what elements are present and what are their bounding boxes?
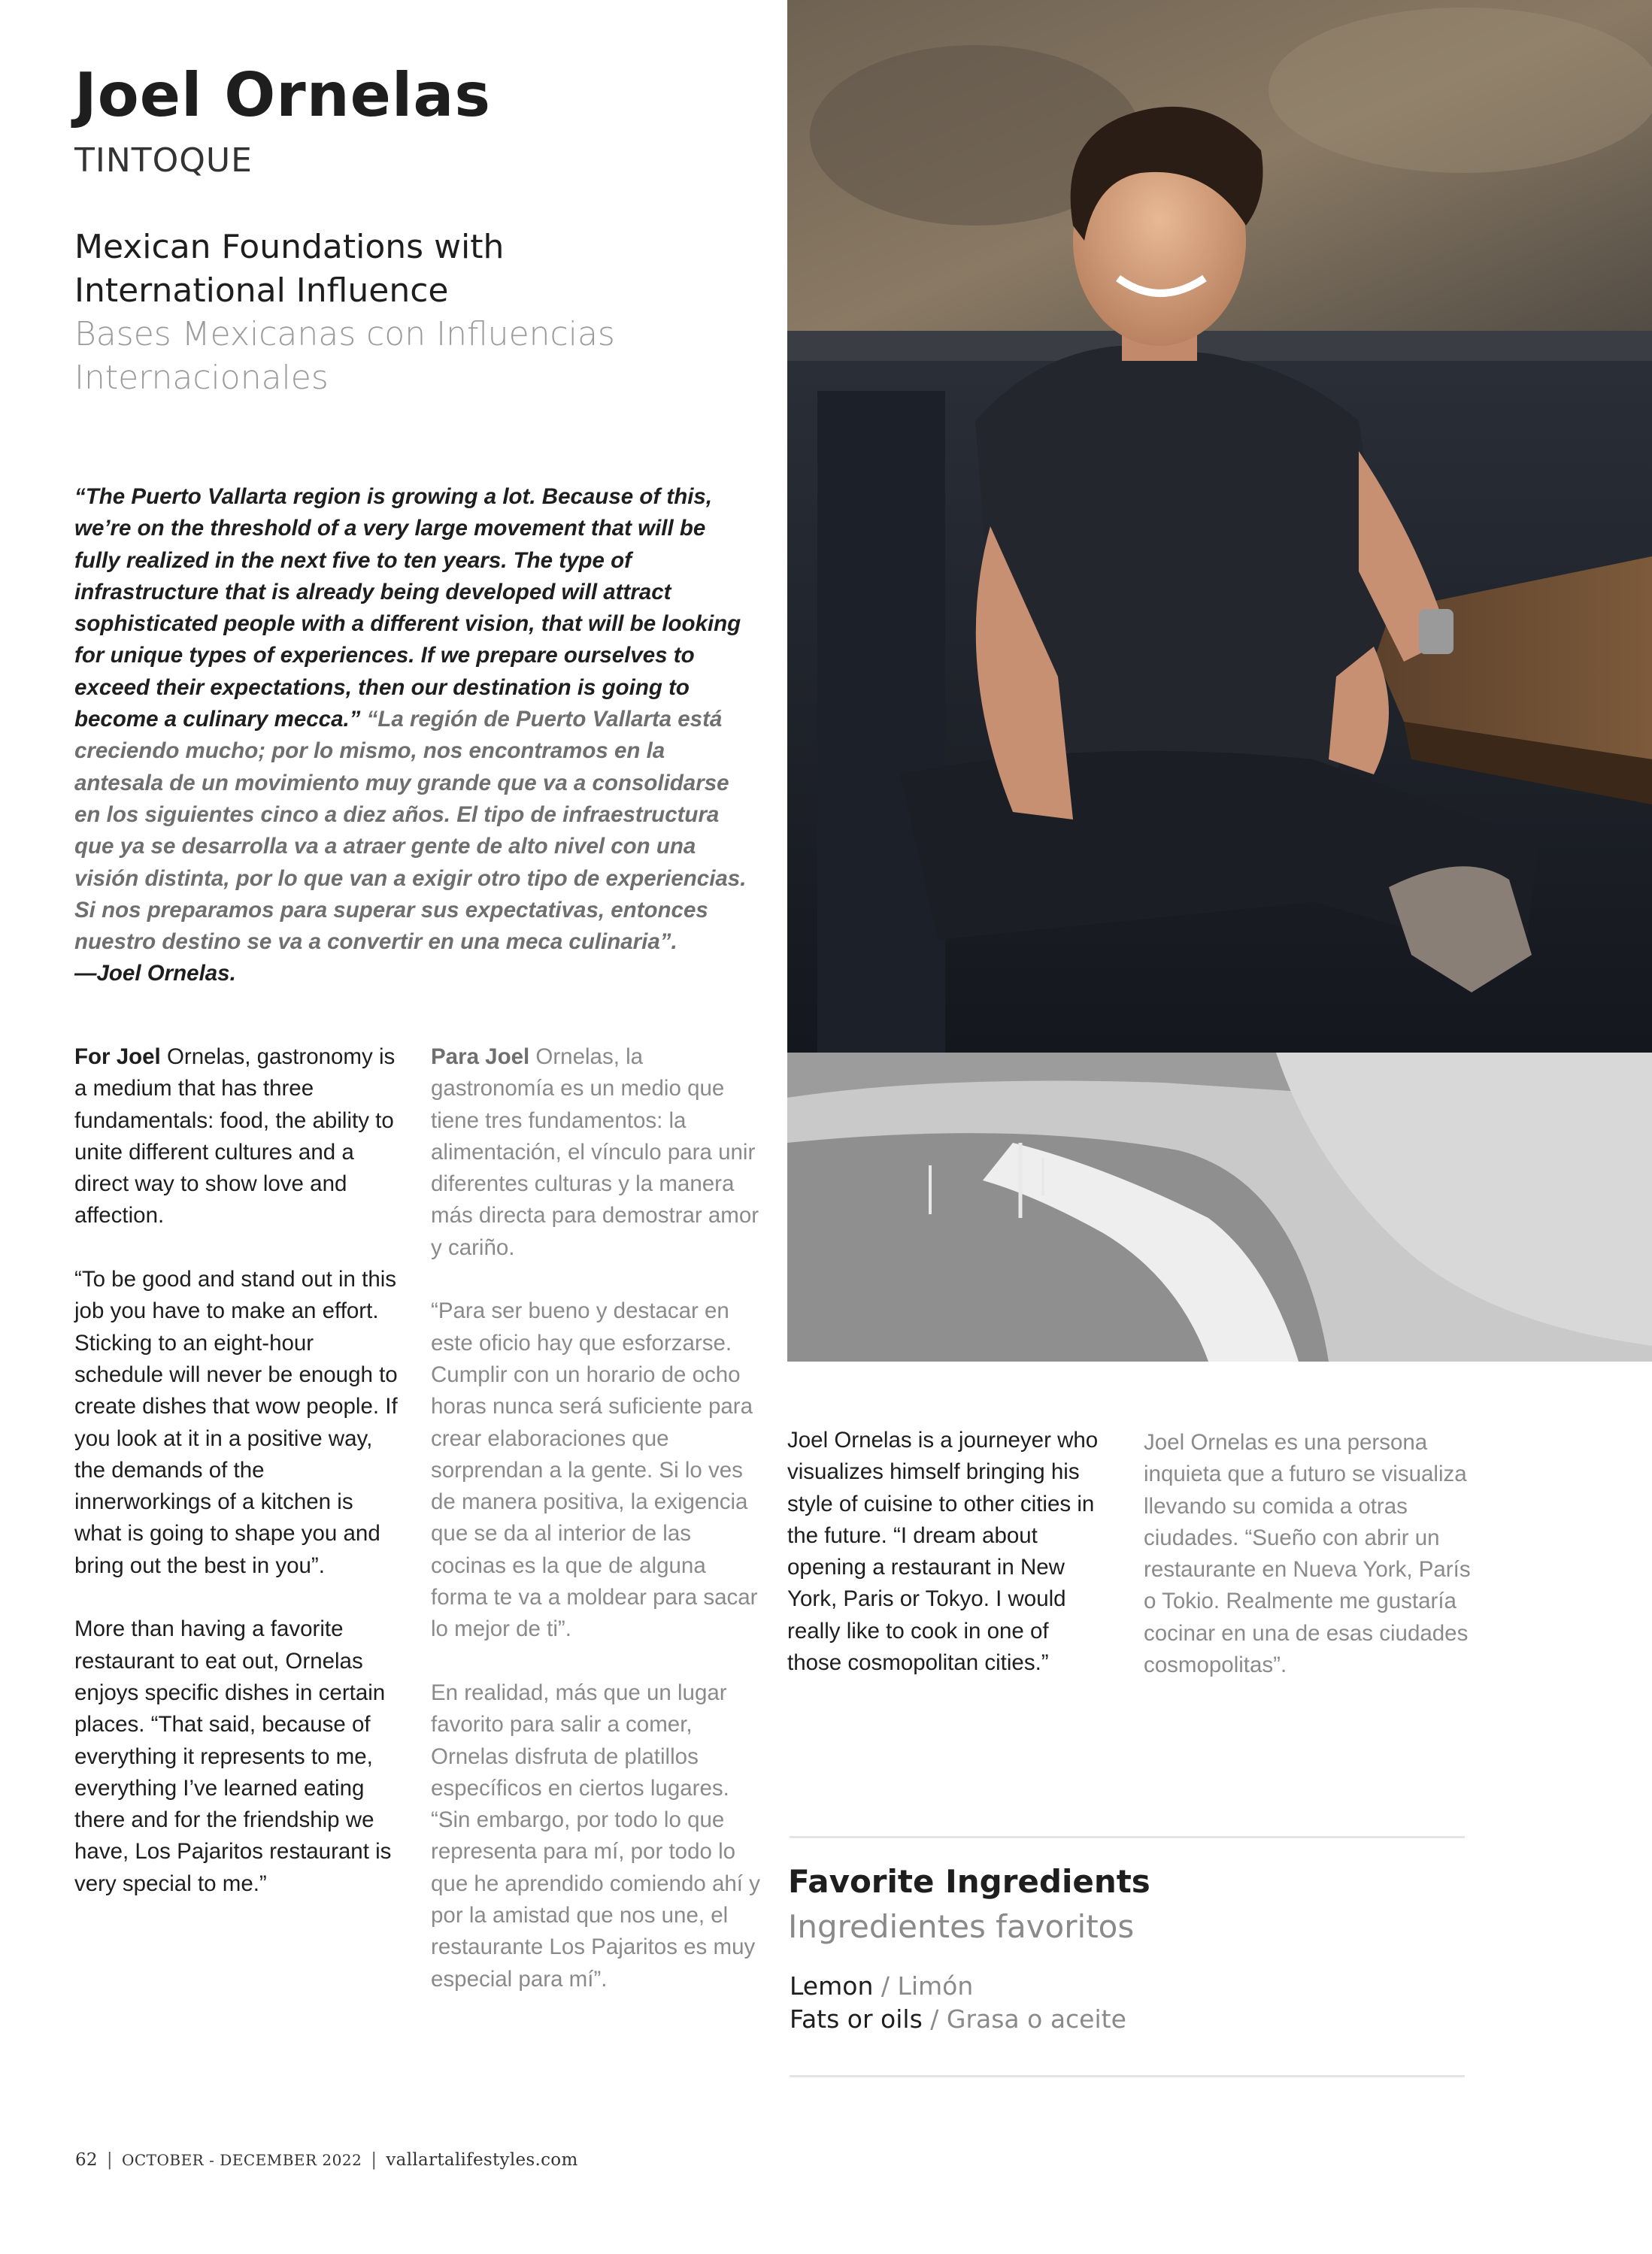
paragraph-text: Ornelas, gastronomy is a medium that has three fundamentals: food, the ability to unite different cultures and a direct way to show love and affection.: [74, 1044, 396, 1228]
chef-name: Joel Ornelas: [74, 60, 491, 130]
restaurant-name: TINTOQUE: [74, 141, 253, 180]
footer-divider: |: [106, 2150, 113, 2170]
ingredient-english: Lemon: [790, 1971, 874, 2001]
paragraph: Joel Ornelas es una persona inquieta que a futuro se visualiza llevando su comida a otras ciudades. “Sueño con abrir un restaurante en Nueva York, París o Tokio. Realmente me gustaría cocinar en una de esas ciudades cosmopolitas”.: [1144, 1430, 1471, 1678]
paragraph: [431, 1041, 762, 1264]
pull-quote: [74, 481, 751, 990]
ingredient-separator: /: [873, 1971, 898, 2001]
chef-portrait-photo: [787, 0, 1652, 1053]
paragraph: “Para ser bueno y destacar en este oficio hay que esforzarse. Cumplir con un horario de ocho horas nunca será suficiente para crear elaboraciones que sorprendan a la gente. Si lo ves de manera positiva, la exigencia que se da al interior de las cocinas es la que de alguna forma te va a moldear para sacar lo mejor de ti”.: [431, 1298, 758, 1642]
website-link[interactable]: vallartalifestyles.com: [386, 2150, 578, 2170]
paragraph: More than having a favorite restaurant to eat out, Ornelas enjoys specific dishes in certain places. “That said, because of everything it represents to me, everything I’ve learned eating there and for the friendship we have, Los Pajaritos restaurant is very special to me.”: [74, 1616, 392, 1896]
paragraph: [74, 1041, 405, 1232]
ingredient-spanish: Grasa o aceite: [946, 2004, 1126, 2034]
ingredient-separator: /: [922, 2004, 947, 2034]
paragraph-text: Ornelas, la gastronomía es un medio que tiene tres fundamentos: la alimentación, el vínculo para unir diferentes culturas y la manera más directa para demostrar amor y cariño.: [431, 1044, 759, 1260]
ingredient-item: [790, 1970, 1126, 2003]
ingredient-english: Fats or oils: [790, 2004, 923, 2034]
ingredients-top-divider: [790, 1836, 1465, 1838]
ingredients-title-english: Favorite Ingredients: [788, 1863, 1150, 1900]
lead-in: Para Joel: [431, 1044, 530, 1069]
issue-period: OCTOBER - DECEMBER 2022: [121, 2151, 362, 2169]
quote-spanish: “La región de Puerto Vallarta está creciendo mucho; por lo mismo, nos encontramos en la antesala de un movimiento muy grande que va a consolidarse en los siguientes cinco a diez años. El tipo de infraestructura que ya se desarrolla va a atraer gente de alto nivel con una visión distinta, por lo que van a exigir otro tipo de experiencias. Si nos preparamos para superar sus expectativas, entonces nuestro destino se va a convertir en una meca culinaria”.: [74, 707, 747, 955]
paragraph: Joel Ornelas is a journeyer who visualizes himself bringing his style of cuisine to other cities in the future. “I dream about opening a restaurant in New York, Paris or Tokyo. I would really like to cook in one of those cosmopolitan cities.”: [787, 1428, 1099, 1676]
ingredient-item: [790, 2003, 1126, 2036]
ingredients-list: [790, 1970, 1126, 2036]
subtitle-spanish: Bases Mexicanas con Influencias Internacionales: [74, 315, 615, 397]
texture-illustration: [787, 1053, 1652, 1362]
paragraph: En realidad, más que un lugar favorito para salir a comer, Ornelas disfruta de platillos específicos en ciertos lugares. “Sin embargo, por todo lo que representa para mí, por todo lo que he aprendido comiendo ahí y por la amistad que nos une, el restaurante Los Pajaritos es muy especial para mí”.: [431, 1680, 760, 1992]
subtitle-english: Mexican Foundations with International Influence: [74, 228, 505, 310]
lead-in: For Joel: [74, 1044, 161, 1069]
right-column-spanish: [1144, 1427, 1475, 1713]
quote-signature: —Joel Ornelas.: [74, 961, 236, 986]
ingredients-bottom-divider: [790, 2075, 1465, 2077]
body-column-spanish: [431, 1041, 762, 2027]
portrait-illustration: [787, 0, 1652, 1053]
page-footer: [75, 2150, 578, 2170]
body-column-english: [74, 1041, 405, 1931]
paragraph: “To be good and stand out in this job you have to make an effort. Sticking to an eight-hour schedule will never be enough to create dishes that wow people. If you look at it in a positive way, the demands of the innerworkings of a kitchen is what is going to shape you and bring out the best in you”.: [74, 1267, 398, 1578]
ingredients-title-spanish: Ingredientes favoritos: [788, 1908, 1135, 1945]
texture-photo: [787, 1053, 1652, 1362]
quote-english: “The Puerto Vallarta region is growing a lot. Because of this, we’re on the threshold of a very large movement that will be fully realized in the next five to ten years. The type of infrastructure that is already being developed will attract sophisticated people with a different vision, that will be looking for unique types of experiences. If we prepare ourselves to exceed their expectations, then our destination is going to become a culinary mecca.”: [74, 484, 741, 732]
ingredient-spanish: Limón: [897, 1971, 974, 2001]
right-column-english: [787, 1425, 1103, 1711]
footer-divider: |: [371, 2150, 377, 2170]
page-number: 62: [75, 2150, 98, 2170]
